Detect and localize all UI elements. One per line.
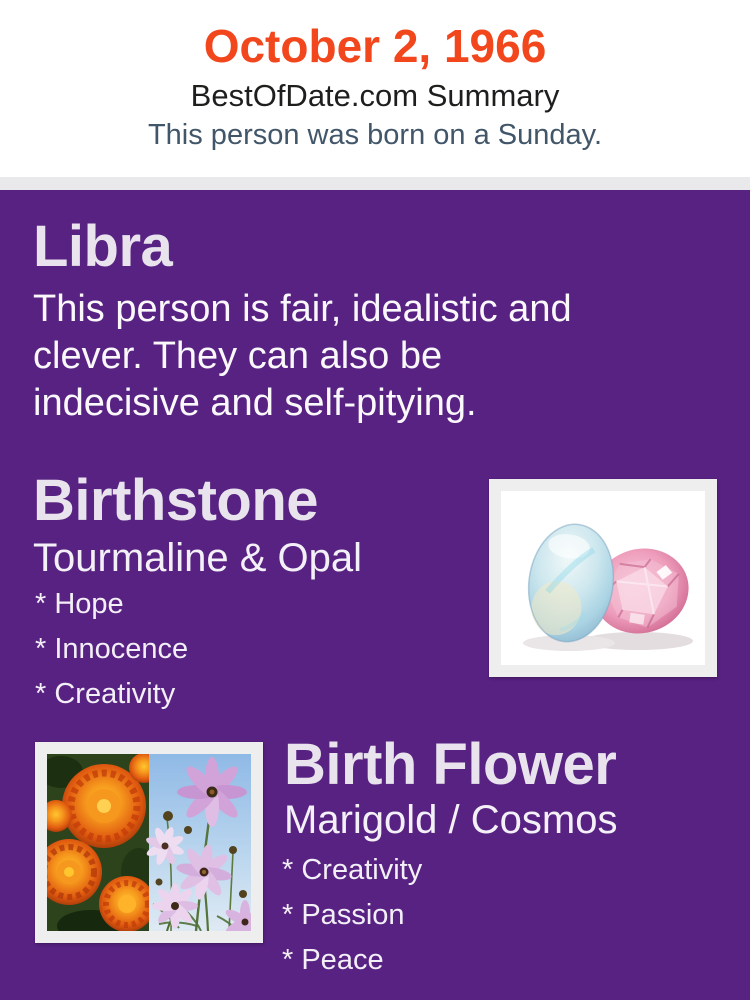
birthstone-trait-item: * Innocence [35,633,189,665]
summary-panel [0,190,750,1000]
birthstone-trait-item: * Hope [35,588,124,620]
header [0,0,750,177]
zodiac-description: This person is fair, idealistic and clever. They can also be indecisive and self-pitying. [33,288,572,424]
birth-flower-photo [35,742,263,943]
born-day-line: This person was born on a Sunday. [147,118,603,151]
date-title: October 2, 1966 [203,20,547,72]
birth-flower-title: Birth Flower [284,732,617,797]
birthstone-trait-item: * Creativity [35,678,176,710]
birthstone-names: Tourmaline & Opal [33,536,363,580]
flowers-image [47,754,251,931]
birth-flower-trait-item: * Creativity [282,854,423,886]
birthstone-trait-list [35,582,188,717]
birthstone-photo [489,479,717,677]
gemstones-image [501,491,705,665]
birth-flower-names: Marigold / Cosmos [284,798,618,842]
birth-flower-trait-item: * Passion [282,899,405,931]
header-divider [0,177,750,190]
birthstone-title: Birthstone [33,468,318,533]
zodiac-title: Libra [33,214,173,279]
birth-flower-trait-list [282,848,422,983]
site-summary-title: BestOfDate.com Summary [190,77,560,113]
birth-flower-trait-item: * Peace [282,944,384,976]
